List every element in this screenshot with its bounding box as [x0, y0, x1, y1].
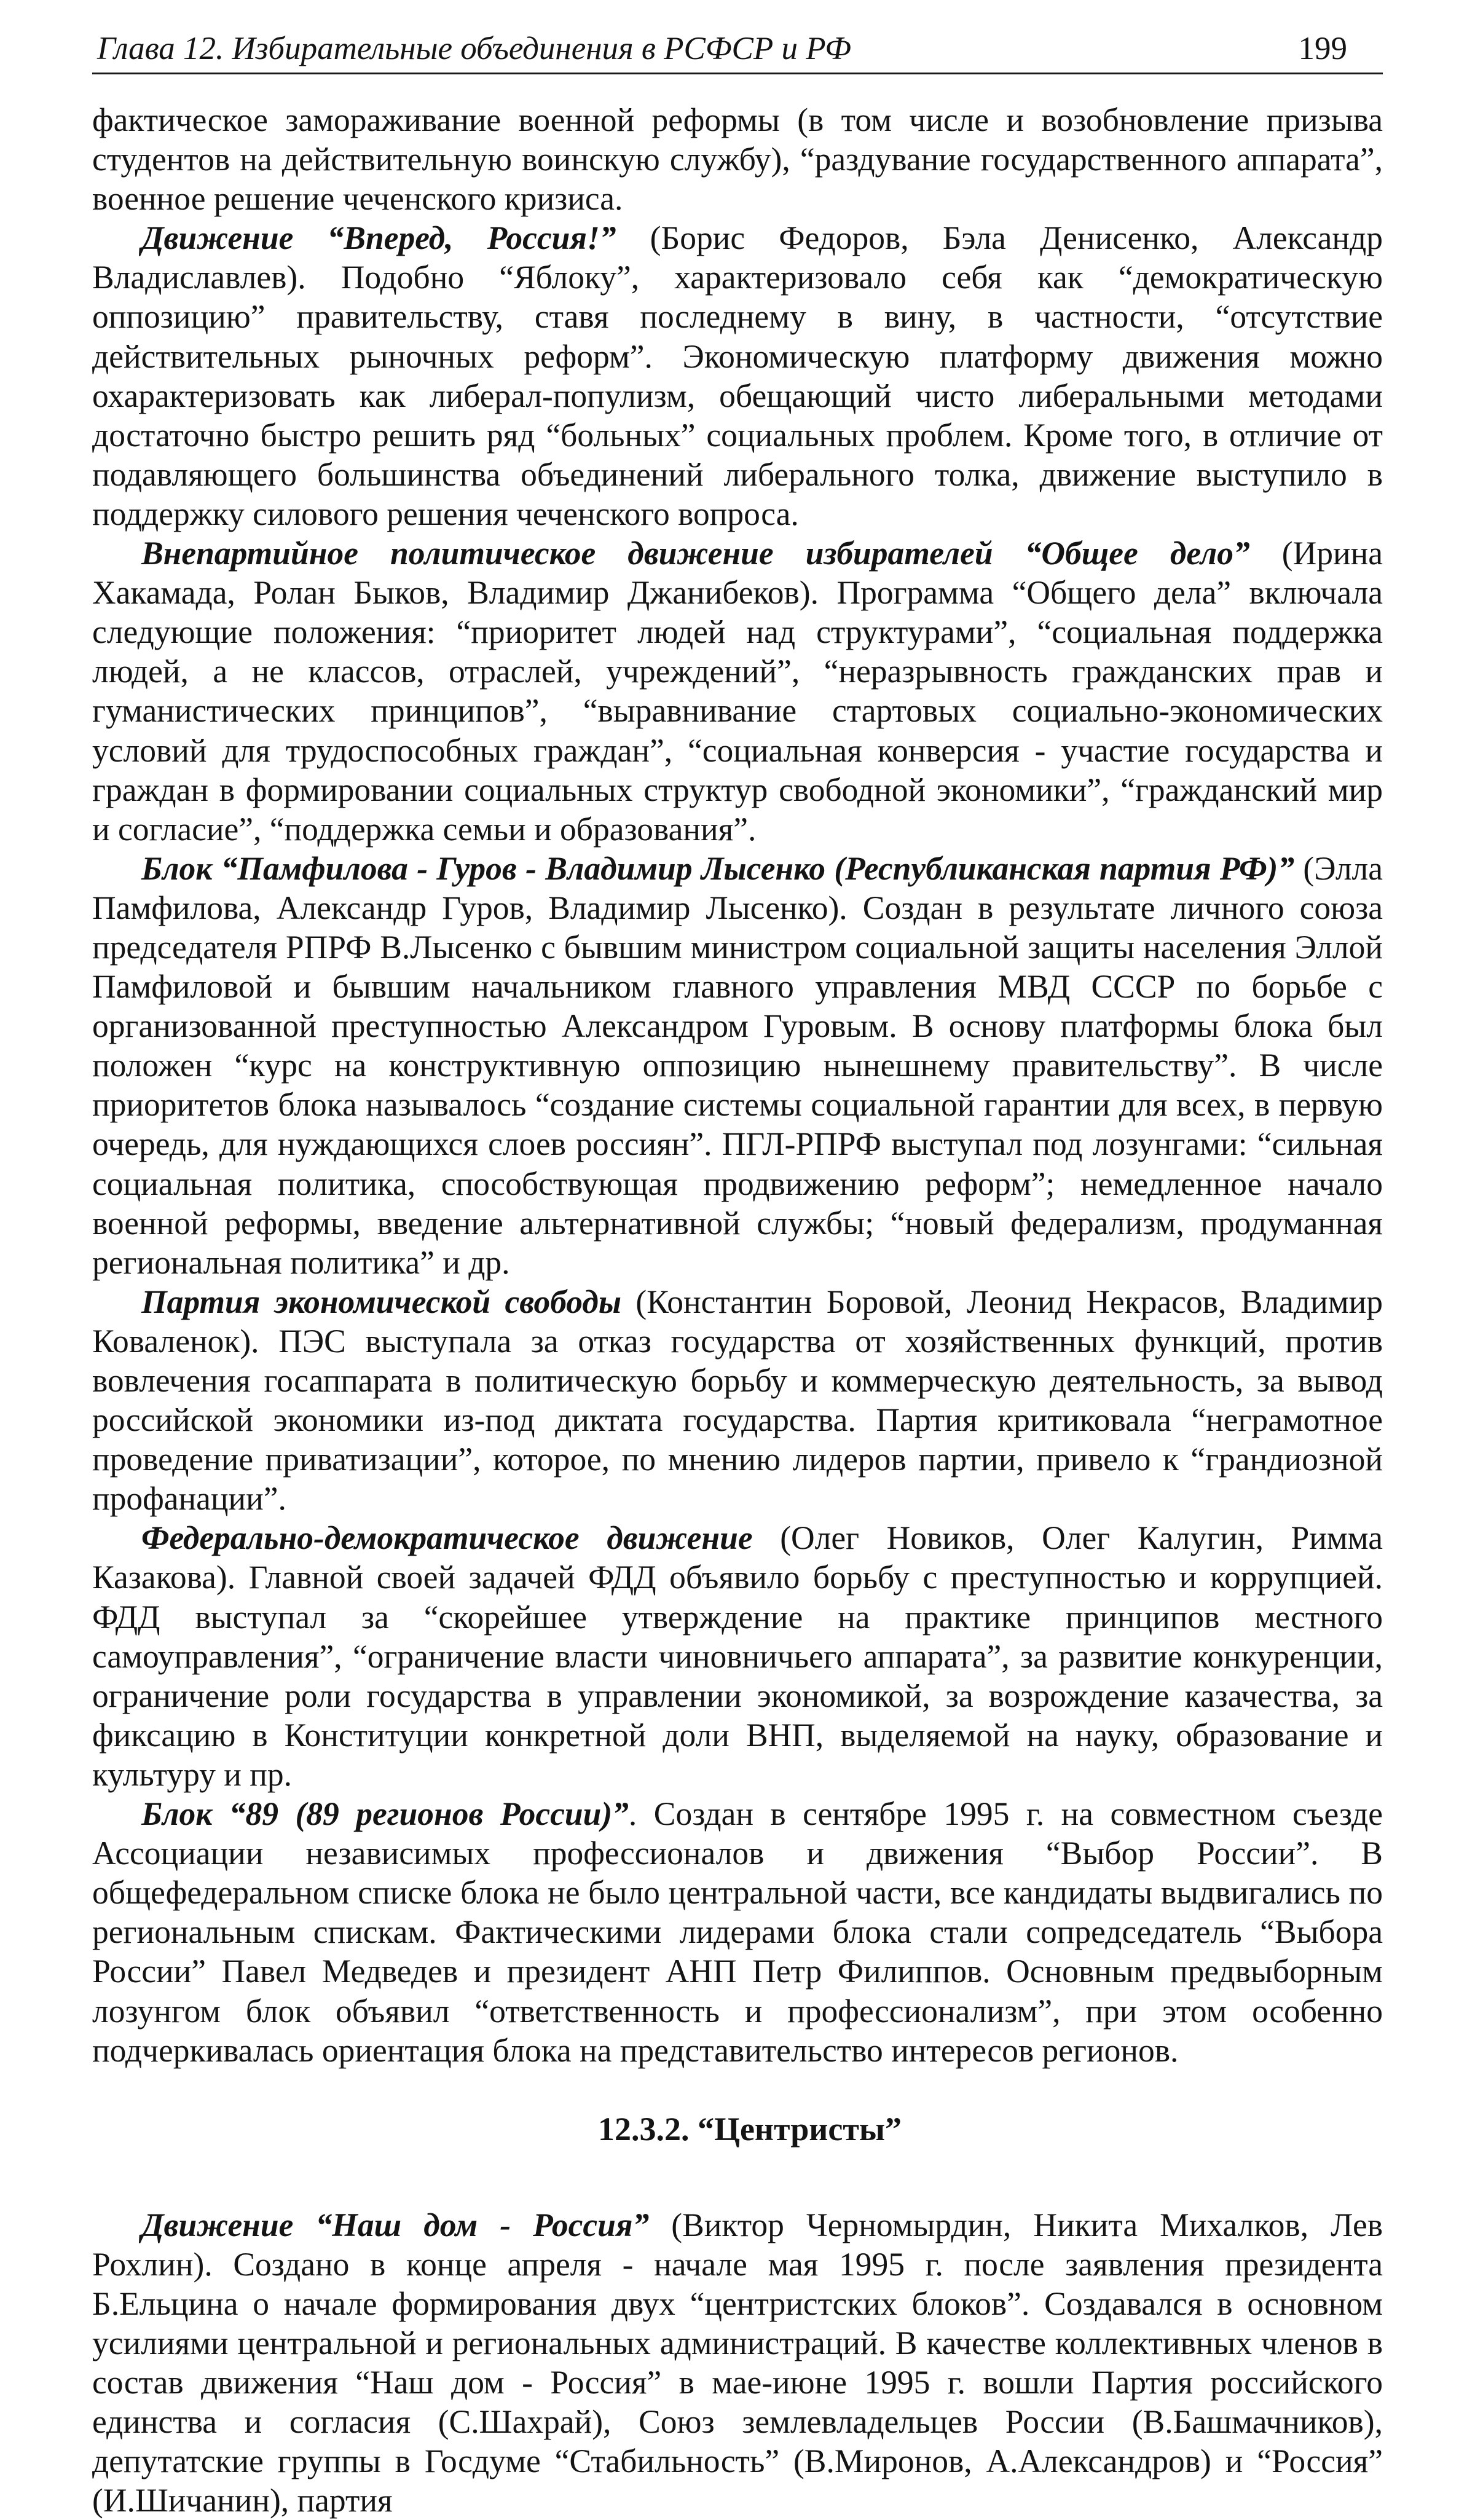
paragraph-block-89 [92, 1794, 1383, 2070]
page-body [92, 74, 1383, 2520]
paragraph-text: . Создан в сентябре 1995 г. на совместном съезде Ассоциации независимых профессионалов и движения “Выбор России”. В общефедеральном списке блока не было центральной части, все кандидаты выдвигались по региональным спискам. Фактическими лидерами блока стали сопредседатель “Выбора России” Павел Медведев и президент АНП Петр Филиппов. Основным предвыборным лозунгом блок объявил “ответственность и профессионализм”, при этом особенно подчеркивалась ориентация блока на представительство интересов регионов. [92, 1795, 1383, 2069]
chapter-title: Глава 12. Избирательные объединения в РСФСР и РФ [97, 31, 851, 66]
running-header [92, 25, 1383, 74]
paragraph-pamfilova-block [92, 849, 1383, 1282]
paragraph-text: фактическое замораживание военной реформы (в том числе и возобновление призыва студентов на действительную воинскую службу), “раздувание государственного аппарата”, военное решение чеченского кризиса. [92, 101, 1383, 218]
paragraph-lead: Внепартийное политическое движение избирателей “Общее дело” [141, 535, 1250, 572]
paragraph-text: (Элла Памфилова, Александр Гуров, Владимир Лысенко). Создан в результате личного союза председателя РПРФ В.Лысенко с бывшим министром социальной защиты населения Эллой Памфиловой и бывшим начальником главного управления МВД СССР по борьбе с организованной преступностью Александром Гуровым. В основу платформы блока был положен “курс на конструктивную оппозицию нынешнему правительству”. В числе приоритетов блока называлось “создание системы социальной гарантии для всех, в первую очередь, для нуждающихся слоев россиян”. ПГЛ-РПРФ выступал под лозунгами: “сильная социальная политика, способствующая продвижению реформ”; немедленное начало военной реформы, введение альтернативной службы; “новый федерализм, продуманная региональная политика” и др. [92, 849, 1383, 1281]
paragraph-lead: Движение “Наш дом - Россия” [141, 2206, 650, 2243]
paragraph-lead: Партия экономической свободы [141, 1283, 621, 1320]
paragraph-fdd [92, 1518, 1383, 1794]
paragraph-text: (Борис Федоров, Бэла Денисенко, Александр Владиславлев). Подобно “Яблоку”, характеризовало себя как “демократическую оппозицию” правительству, ставя последнему в вину, в частности, “отсутствие действительных рыночных реформ”. Экономическую платформу движения можно охарактеризовать как либерал-популизм, обещающий чисто либеральными методами достаточно быстро решить ряд “больных” социальных проблем. Кроме того, в отличие от подавляющего большинства объединений либерального толка, движение выступило в поддержку силового решения чеченского вопроса. [92, 219, 1383, 532]
paragraph-text: (Виктор Черномырдин, Никита Михалков, Лев Рохлин). Создано в конце апреля - начале мая 1995 г. после заявления президента Б.Ельцина о начале формирования двух “центристских блоков”. Создавался в основном усилиями центральной и региональных администраций. В качестве коллективных членов в состав движения “Наш дом - Россия” в мае-июне 1995 г. вошли Партия российского единства и согласия (С.Шахрай), Союз землевладельцев России (В.Башмачников), депутатские группы в Госдуме “Стабильность” (В.Миронов, А.Александров) и “Россия” (И.Шичанин), партия [92, 2206, 1383, 2519]
page-number: 199 [1298, 31, 1347, 66]
paragraph-lead: Движение “Вперед, Россия!” [141, 219, 616, 257]
paragraph-pes [92, 1282, 1383, 1519]
paragraph-lead: Блок “89 (89 регионов России)” [141, 1795, 629, 1833]
section-heading: 12.3.2. “Центристы” [597, 2110, 902, 2148]
paragraph-lead: Федерально-демократическое движение [141, 1519, 753, 1557]
book-page [92, 25, 1383, 2520]
paragraph-obshchee-delo [92, 534, 1383, 849]
paragraph-continuation [92, 100, 1383, 218]
paragraph-lead: Блок “Памфилова - Гуров - Владимир Лысенко (Республиканская партия РФ)” [141, 849, 1295, 887]
paragraph-text: (Олег Новиков, Олег Калугин, Римма Казакова). Главной своей задачей ФДД объявило борьбу с преступностью и коррупцией. ФДД выступал за “скорейшее утверждение на практике принципов местного самоуправления”, “ограничение власти чиновничьего аппарата”, за развитие конкуренции, ограничение роли государства в управлении экономикой, за возрождение казачества, за фиксацию в Конституции конкретной доли ВНП, выделяемой на науку, образование и культуру и пр. [92, 1519, 1383, 1793]
paragraph-text: (Ирина Хакамада, Ролан Быков, Владимир Джанибеков). Программа “Общего дела” включала следующие положения: “приоритет людей над структурами”, “социальная поддержка людей, а не классов, отраслей, учреждений”, “неразрывность гражданских прав и гуманистических принципов”, “выравнивание стартовых социально-экономических условий для трудоспособных граждан”, “социальная конверсия - участие государства и граждан в формировании социальных структур свободной экономики”, “гражданский мир и согласие”, “поддержка семьи и образования”. [92, 535, 1383, 848]
paragraph-vpered-rossiya [92, 218, 1383, 534]
paragraph-nash-dom-rossiya [92, 2205, 1383, 2520]
paragraph-text: (Константин Боровой, Леонид Некрасов, Владимир Коваленок). ПЭС выступала за отказ государства от хозяйственных функций, против вовлечения госаппарата в политическую борьбу и коммерческую деятельность, за вывод российской экономики из-под диктата государства. Партия критиковала “неграмотное проведение приватизации”, которое, по мнению лидеров партии, привело к “грандиозной профанации”. [92, 1283, 1383, 1518]
